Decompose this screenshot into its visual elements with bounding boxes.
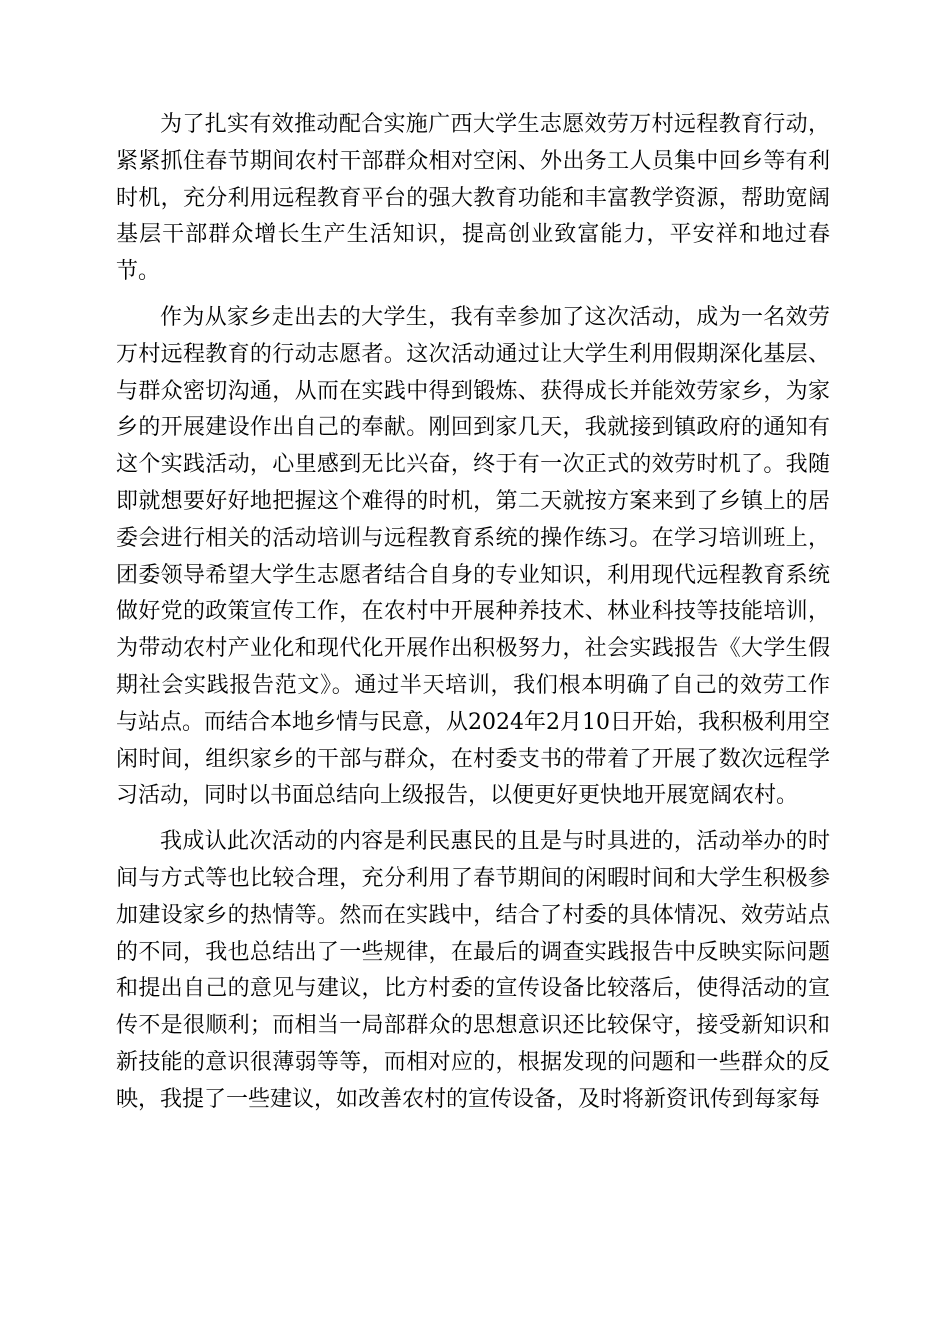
document-body xyxy=(116,107,830,1119)
paragraph-1: 为了扎实有效推动配合实施广西大学生志愿效劳万村远程教育行动，紧紧抓住春节期间农村干部群众相对空闲、外出务工人员集中回乡等有利时机，充分利用远程教育平台的强大教育功能和丰富教学资源，帮助宽阔基层干部群众增长生产生活知识，提高创业致富能力，平安祥和地过春节。 xyxy=(116,112,830,285)
paragraph-3: 我成认此次活动的内容是利民惠民的且是与时具进的，活动举办的时间与方式等也比较合理，充分利用了春节期间的闲暇时间和大学生积极参加建设家乡的热情等。然而在实践中，结合了村委的具体情况、效劳站点的不同，我也总结出了一些规律，在最后的调查实践报告中反映实际问题和提出自己的意见与建议，比方村委的宣传设备比较落后，使得活动的宣传不是很顺利；而相当一局部群众的思想意识还比较保守，接受新知识和新技能的意识很薄弱等等，而相对应的，根据发现的问题和一些群众的反映，我提了一些建议，如改善农村的宣传设备，及时将新资讯传到每家每 xyxy=(116,829,830,1112)
paragraph-2: 作为从家乡走出去的大学生，我有幸参加了这次活动，成为一名效劳万村远程教育的行动志愿者。这次活动通过让大学生利用假期深化基层、与群众密切沟通，从而在实践中得到锻炼、获得成长并能效劳家乡，为家乡的开展建设作出自己的奉献。刚回到家几天，我就接到镇政府的通知有这个实践活动，心里感到无比兴奋，终于有一次正式的效劳时机了。我随即就想要好好地把握这个难得的时机，第二天就按方案来到了乡镇上的居委会进行相关的活动培训与远程教育系统的操作练习。在学习培训班上，团委领导希望大学生志愿者结合自身的专业知识，利用现代远程教育系统做好党的政策宣传工作，在农村中开展种养技术、林业科技等技能培训，为带动农村产业化和现代化开展作出积极努力，社会实践报告《大学生假期社会实践报告范文》。通过半天培训，我们根本明确了自己的效劳工作与站点。而结合本地乡情与民意，从2024年2月10日开始，我积极利用空闲时间，组织家乡的干部与群众，在村委支书的带着了开展了数次远程学习活动，同时以书面总结向上级报告，以便更好更快地开展宽阔农村。 xyxy=(116,304,830,809)
